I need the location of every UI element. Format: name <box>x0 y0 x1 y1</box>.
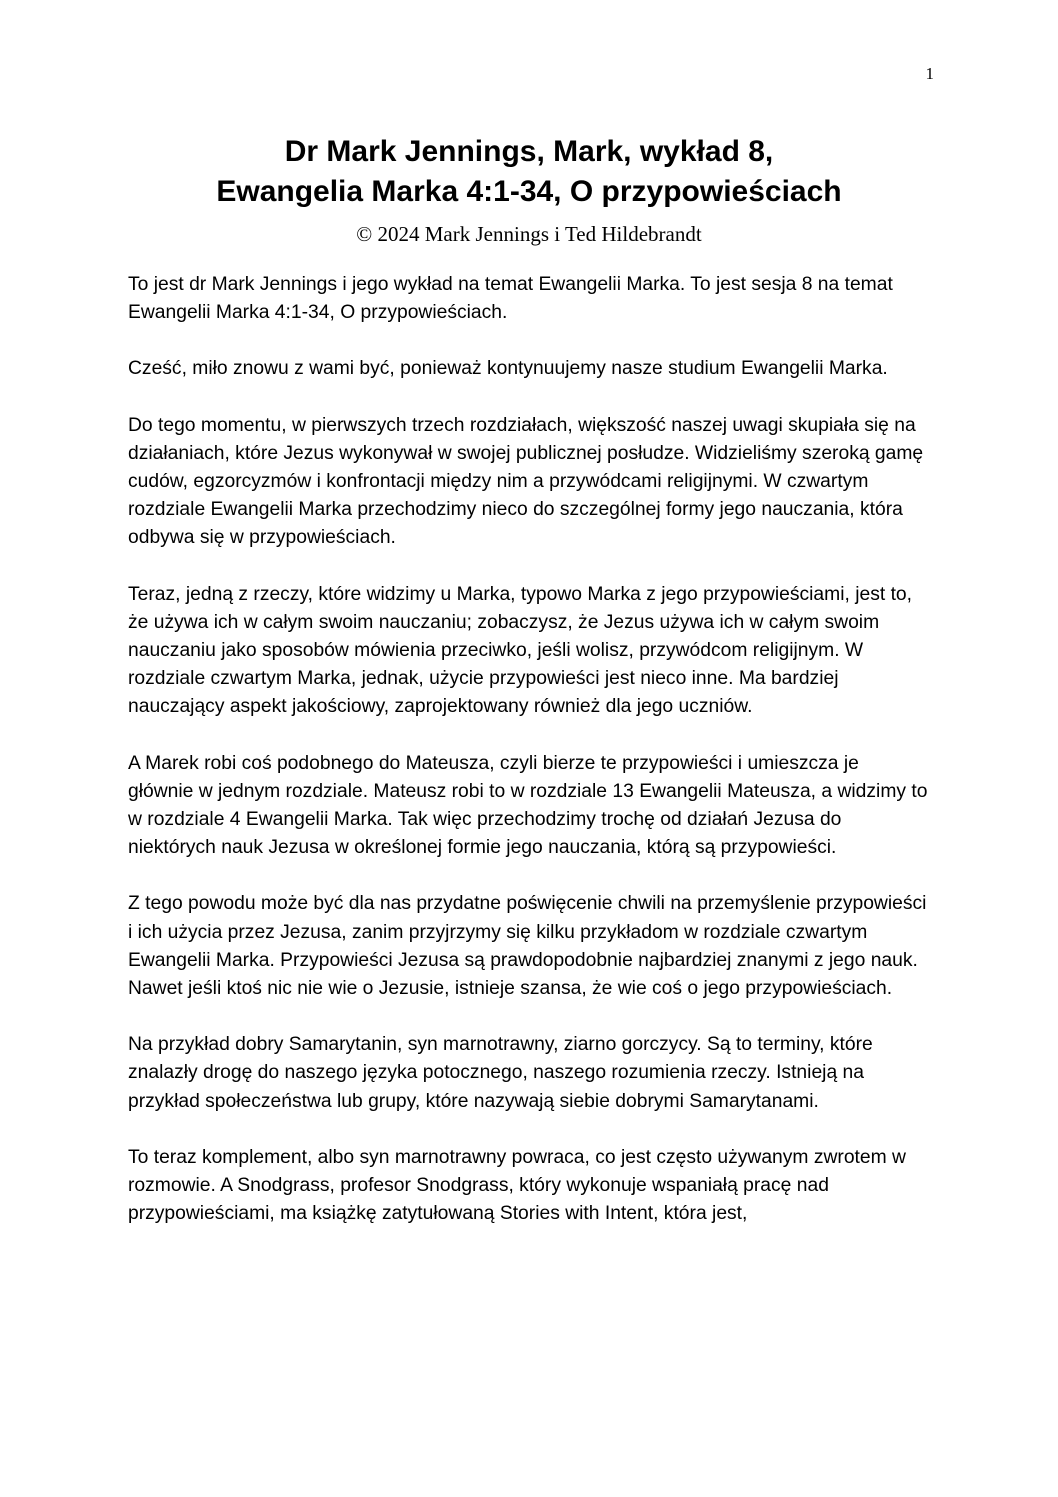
paragraph: Z tego powodu może być dla nas przydatne poświęcenie chwili na przemyślenie przypowieści i ich użycia przez Jezusa, zanim przyjrzymy się kilku przykładom w rozdziale czwartym Ewangelii Marka. Przypowieści Jezusa są prawdopodobnie najbardziej znanymi z jego nauk. Nawet jeśli ktoś nic nie wie o Jezusie, istnieje szansa, że wie coś o jego przypowieściach. <box>128 893 927 1000</box>
paragraph: Teraz, jedną z rzeczy, które widzimy u Marka, typowo Marka z jego przypowieściami, jest to, że używa ich w całym swoim nauczaniu; zobaczysz, że Jezus używa ich w całym swoim nauczaniu jako sposobów mówienia przeciwko, jeśli wolisz, przywódcom religijnym. W rozdziale czwartym Marka, jednak, użycie przypowieści jest nieco inne. Ma bardziej nauczający aspekt jakościowy, zaprojektowany również dla jego uczniów. <box>128 583 913 718</box>
title-line-2: Ewangelia Marka 4:1-34, O przypowieściach <box>216 175 842 208</box>
paragraph: To teraz komplement, albo syn marnotrawny powraca, co jest często używanym zwrotem w rozmowie. A Snodgrass, profesor Snodgrass, który wykonuje wspaniałą pracę nad przypowieściami, ma książkę zatytułowaną Stories with Intent, która jest, <box>128 1146 906 1225</box>
paragraph: Cześć, miło znowu z wami być, ponieważ kontynuujemy nasze studium Ewangelii Marka. <box>128 358 888 380</box>
paragraph: Na przykład dobry Samarytanin, syn marnotrawny, ziarno gorczycy. Są to terminy, które znalazły drogę do naszego języka potocznego, naszego rozumienia rzeczy. Istnieją na przykład społeczeństwa lub grupy, które nazywają siebie dobrymi Samarytanami. <box>128 1034 873 1112</box>
page-number: 1 <box>925 64 934 83</box>
document-body <box>128 271 928 1256</box>
title-line-1: Dr Mark Jennings, Mark, wykład 8, <box>284 135 774 168</box>
copyright-notice: © 2024 Mark Jennings i Ted Hildebrandt <box>356 222 702 246</box>
paragraph: A Marek robi coś podobnego do Mateusza, czyli bierze te przypowieści i umieszcza je głównie w jednym rozdziale. Mateusz robi to w rozdziale 13 Ewangelii Mateusza, a widzimy to w rozdziale 4 Ewangelii Marka. Tak więc przechodzimy trochę od działań Jezusa do niektórych nauk Jezusa w określonej formie jego nauczania, którą są przypowieści. <box>128 752 928 859</box>
paragraph: Do tego momentu, w pierwszych trzech rozdziałach, większość naszej uwagi skupiała się na działaniach, które Jezus wykonywał w swojej publicznej posłudze. Widzieliśmy szeroką gamę cudów, egzorcyzmów i konfrontacji między nim a przywódcami religijnymi. W czwartym rozdziale Ewangelii Marka przechodzimy nieco do szczególnej formy jego nauczania, która odbywa się w przypowieściach. <box>128 414 924 549</box>
document-title <box>0 132 1058 212</box>
paragraph: To jest dr Mark Jennings i jego wykład na temat Ewangelii Marka. To jest sesja 8 na temat Ewangelii Marka 4:1-34, O przypowieściach. <box>128 274 893 324</box>
